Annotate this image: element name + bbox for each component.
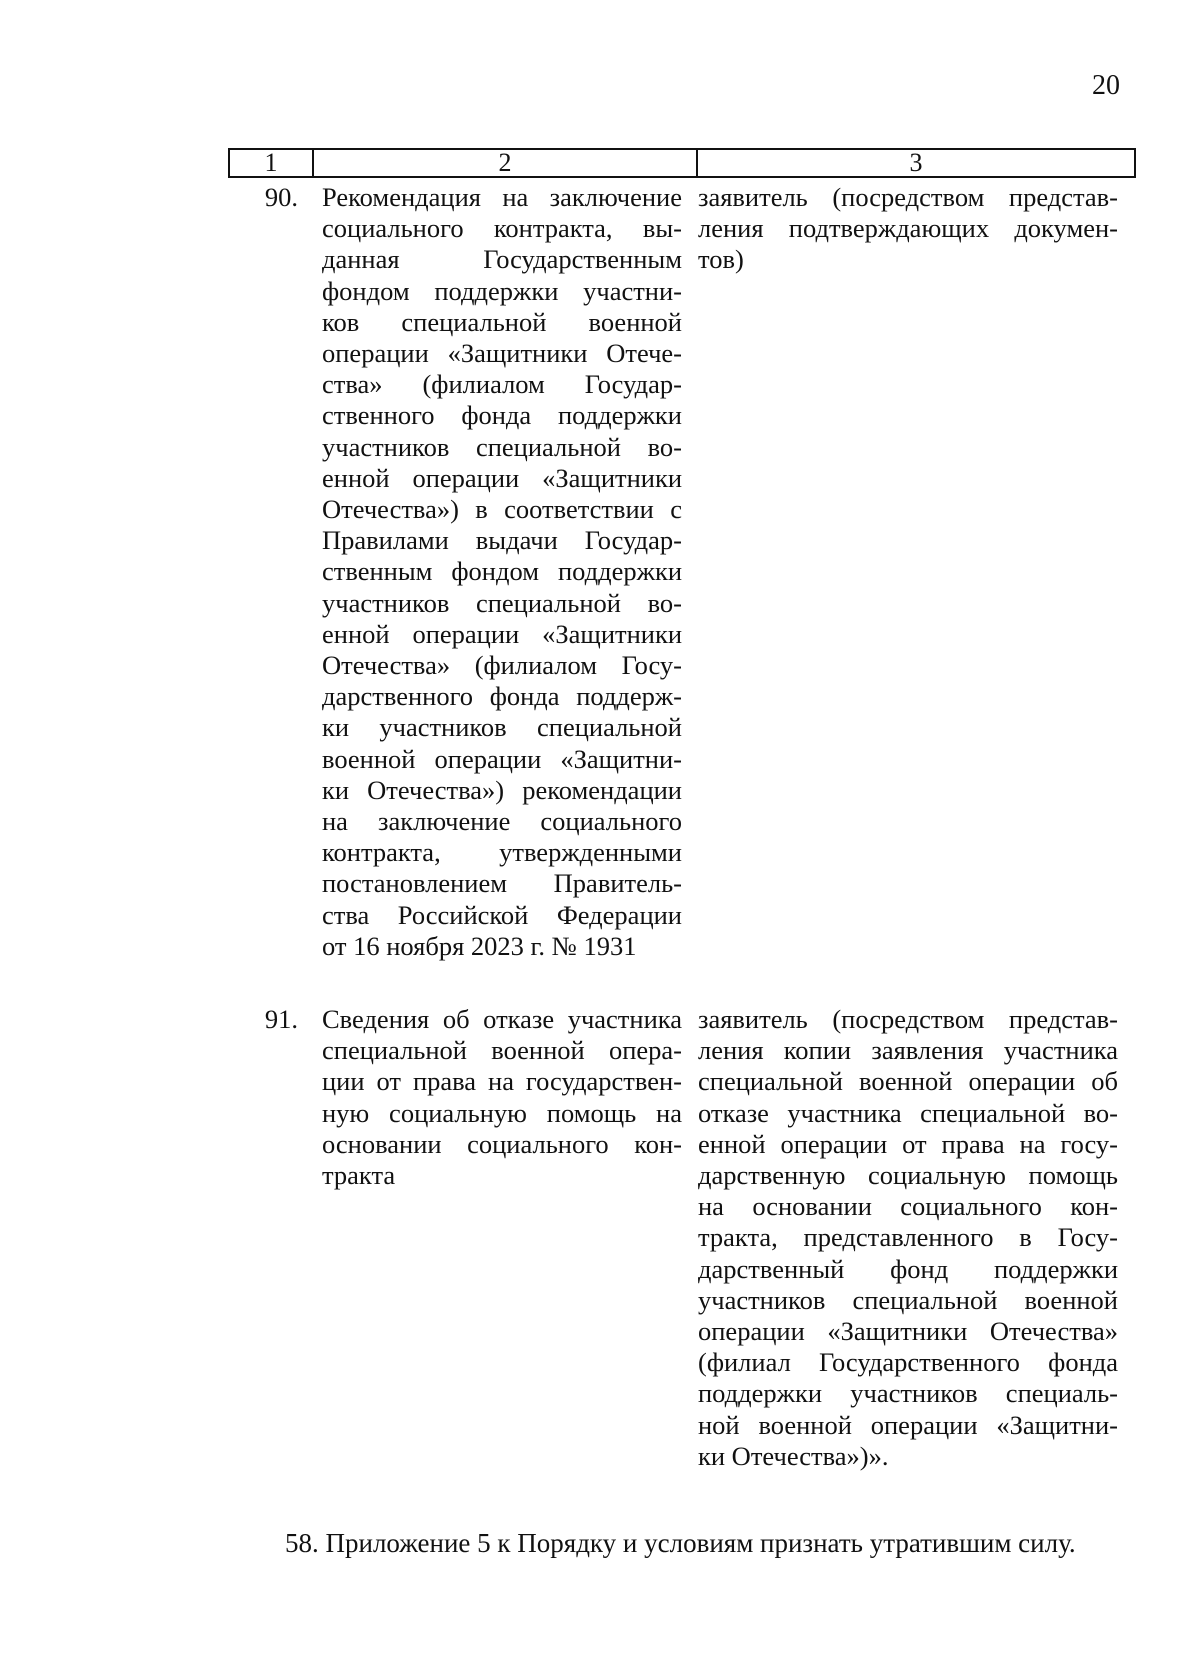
text-line: Сведения об отказе участника [322,1004,682,1034]
text-line: на основании социального кон- [698,1191,1118,1222]
text-line: дарственную социальную помощь [698,1160,1118,1191]
text-line: заявитель (посредством представ- [698,182,1118,212]
text-line: енной операции от права на госу- [698,1128,1118,1159]
text-line: заявитель (посредством представ- [698,1004,1118,1034]
text-line: контракта, утвержденными [322,837,682,868]
text-line: Рекомендация на заключение [322,182,682,212]
column-header-1: 1 [264,148,278,177]
text-line: постановлением Правитель- [322,868,682,899]
text-line: тракта [322,1160,396,1191]
table-row [228,182,1136,962]
text-line: Отечества») в соответствии с [322,494,682,525]
table-column-header [228,148,1136,178]
text-line: дарственный фонд поддержки [698,1253,1118,1284]
text-line: на заключение социального [322,806,682,837]
document-description [322,1004,682,1472]
text-line: специальной военной операции об [698,1066,1118,1097]
closing-paragraph: 58. Приложение 5 к Порядку и условиям признать утратившим силу. [285,1528,1076,1558]
page-number: 20 [1092,70,1120,101]
column-header-2: 2 [312,150,696,176]
text-line: ления копии заявления участника [698,1035,1118,1066]
text-line: участников специальной во- [322,431,682,462]
text-line: ственного фонда поддержки [322,400,682,431]
text-line: Отечества» (филиалом Госу- [322,650,682,681]
text-line: ки Отечества»)». [698,1440,889,1471]
text-line: ства Российской Федерации [322,899,682,930]
text-line: поддержки участников специаль- [698,1378,1118,1409]
text-line: ственным фондом поддержки [322,556,682,587]
text-line: данная Государственным [322,244,682,275]
text-line: фондом поддержки участни- [322,275,682,306]
text-line: от 16 ноября 2023 г. № 1931 [322,930,637,961]
text-line: ков специальной военной [322,306,682,337]
row-number: 91. [264,1004,298,1034]
column-header-3: 3 [696,150,1134,176]
text-line: ления подтверждающих докумен- [698,213,1118,244]
text-line: Правилами выдачи Государ- [322,525,682,556]
document-source [698,182,1118,962]
table-row [228,1004,1136,1472]
text-line: тов) [698,244,744,275]
text-line: военной операции «Защитни- [322,743,682,774]
text-line: ки Отечества») рекомендации [322,774,682,805]
text-line: специальной военной опера- [322,1035,682,1066]
text-line: ной военной операции «Защитни- [698,1409,1118,1440]
text-line: ции от права на государствен- [322,1066,682,1097]
text-line: операции «Защитники Отечества» [698,1316,1118,1347]
text-line: основании социального кон- [322,1128,682,1159]
text-line: отказе участника специальной во- [698,1097,1118,1128]
text-line: енной операции «Защитники [322,462,682,493]
text-line: операции «Защитники Отече- [322,338,682,369]
row-number: 90. [264,182,298,212]
text-line: ки участников специальной [322,712,682,743]
text-line: дарственного фонда поддерж- [322,681,682,712]
text-line: участников специальной военной [698,1284,1118,1315]
document-description [322,182,682,962]
text-line: (филиал Государственного фонда [698,1347,1118,1378]
text-line: тракта, представленного в Госу- [698,1222,1118,1253]
text-line: участников специальной во- [322,587,682,618]
text-line: социального контракта, вы- [322,213,682,244]
text-line: енной операции «Защитники [322,618,682,649]
document-source [698,1004,1118,1472]
text-line: ную социальную помощь на [322,1097,682,1128]
text-line: ства» (филиалом Государ- [322,369,682,400]
